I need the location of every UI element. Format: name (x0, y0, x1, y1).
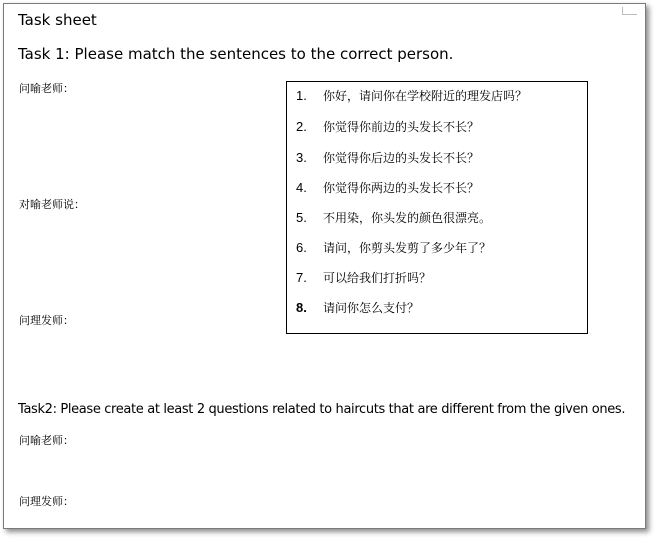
sentence-item (296, 239, 491, 259)
label-ask-barber: 问理发师： (19, 314, 74, 327)
sentence-item (296, 118, 479, 138)
task1-heading: Task 1: Please match the sentences to the correct person. (18, 45, 454, 63)
task2-heading: Task2: Please create at least 2 questions related to haircuts that are different from the given ones. (18, 402, 626, 417)
sheet-title: Task sheet (18, 11, 97, 29)
sentence-list-box (286, 81, 588, 334)
sentence-item (296, 149, 479, 169)
sentence-number: 4. (296, 180, 307, 195)
label-ask-teacher: 问喻老师： (19, 82, 74, 95)
sentence-text: 请问，你剪头发剪了多少年了？ (323, 241, 492, 255)
sentence-item (296, 179, 479, 199)
label-ask-barber-task2: 问理发师： (19, 495, 74, 508)
sentence-number: 1. (296, 88, 307, 103)
sentence-item (296, 299, 419, 319)
task-sheet (3, 3, 646, 529)
sentence-text: 请问你怎么支付？ (323, 301, 420, 315)
sentence-text: 可以给我们打折吗？ (323, 271, 432, 285)
sentence-number: 8. (296, 300, 307, 315)
sentence-text: 你好，请问你在学校附近的理发店吗？ (323, 89, 528, 103)
sentence-number: 5. (296, 210, 307, 225)
sentence-item (296, 269, 431, 289)
page-corner-mark (622, 7, 637, 15)
sentence-item (296, 87, 527, 107)
label-ask-teacher-task2: 问喻老师： (19, 434, 74, 447)
sentence-number: 3. (296, 150, 307, 165)
sentence-text: 不用染，你头发的颜色很漂亮。 (323, 211, 492, 225)
sentence-number: 7. (296, 270, 307, 285)
sentence-number: 6. (296, 240, 307, 255)
label-say-to-teacher: 对喻老师说： (19, 198, 85, 211)
sentence-item (296, 209, 491, 229)
sentence-text: 你觉得你后边的头发长不长？ (323, 151, 480, 165)
sentence-text: 你觉得你两边的头发长不长？ (323, 181, 480, 195)
sentence-text: 你觉得你前边的头发长不长？ (323, 120, 480, 134)
sentence-number: 2. (296, 119, 307, 134)
